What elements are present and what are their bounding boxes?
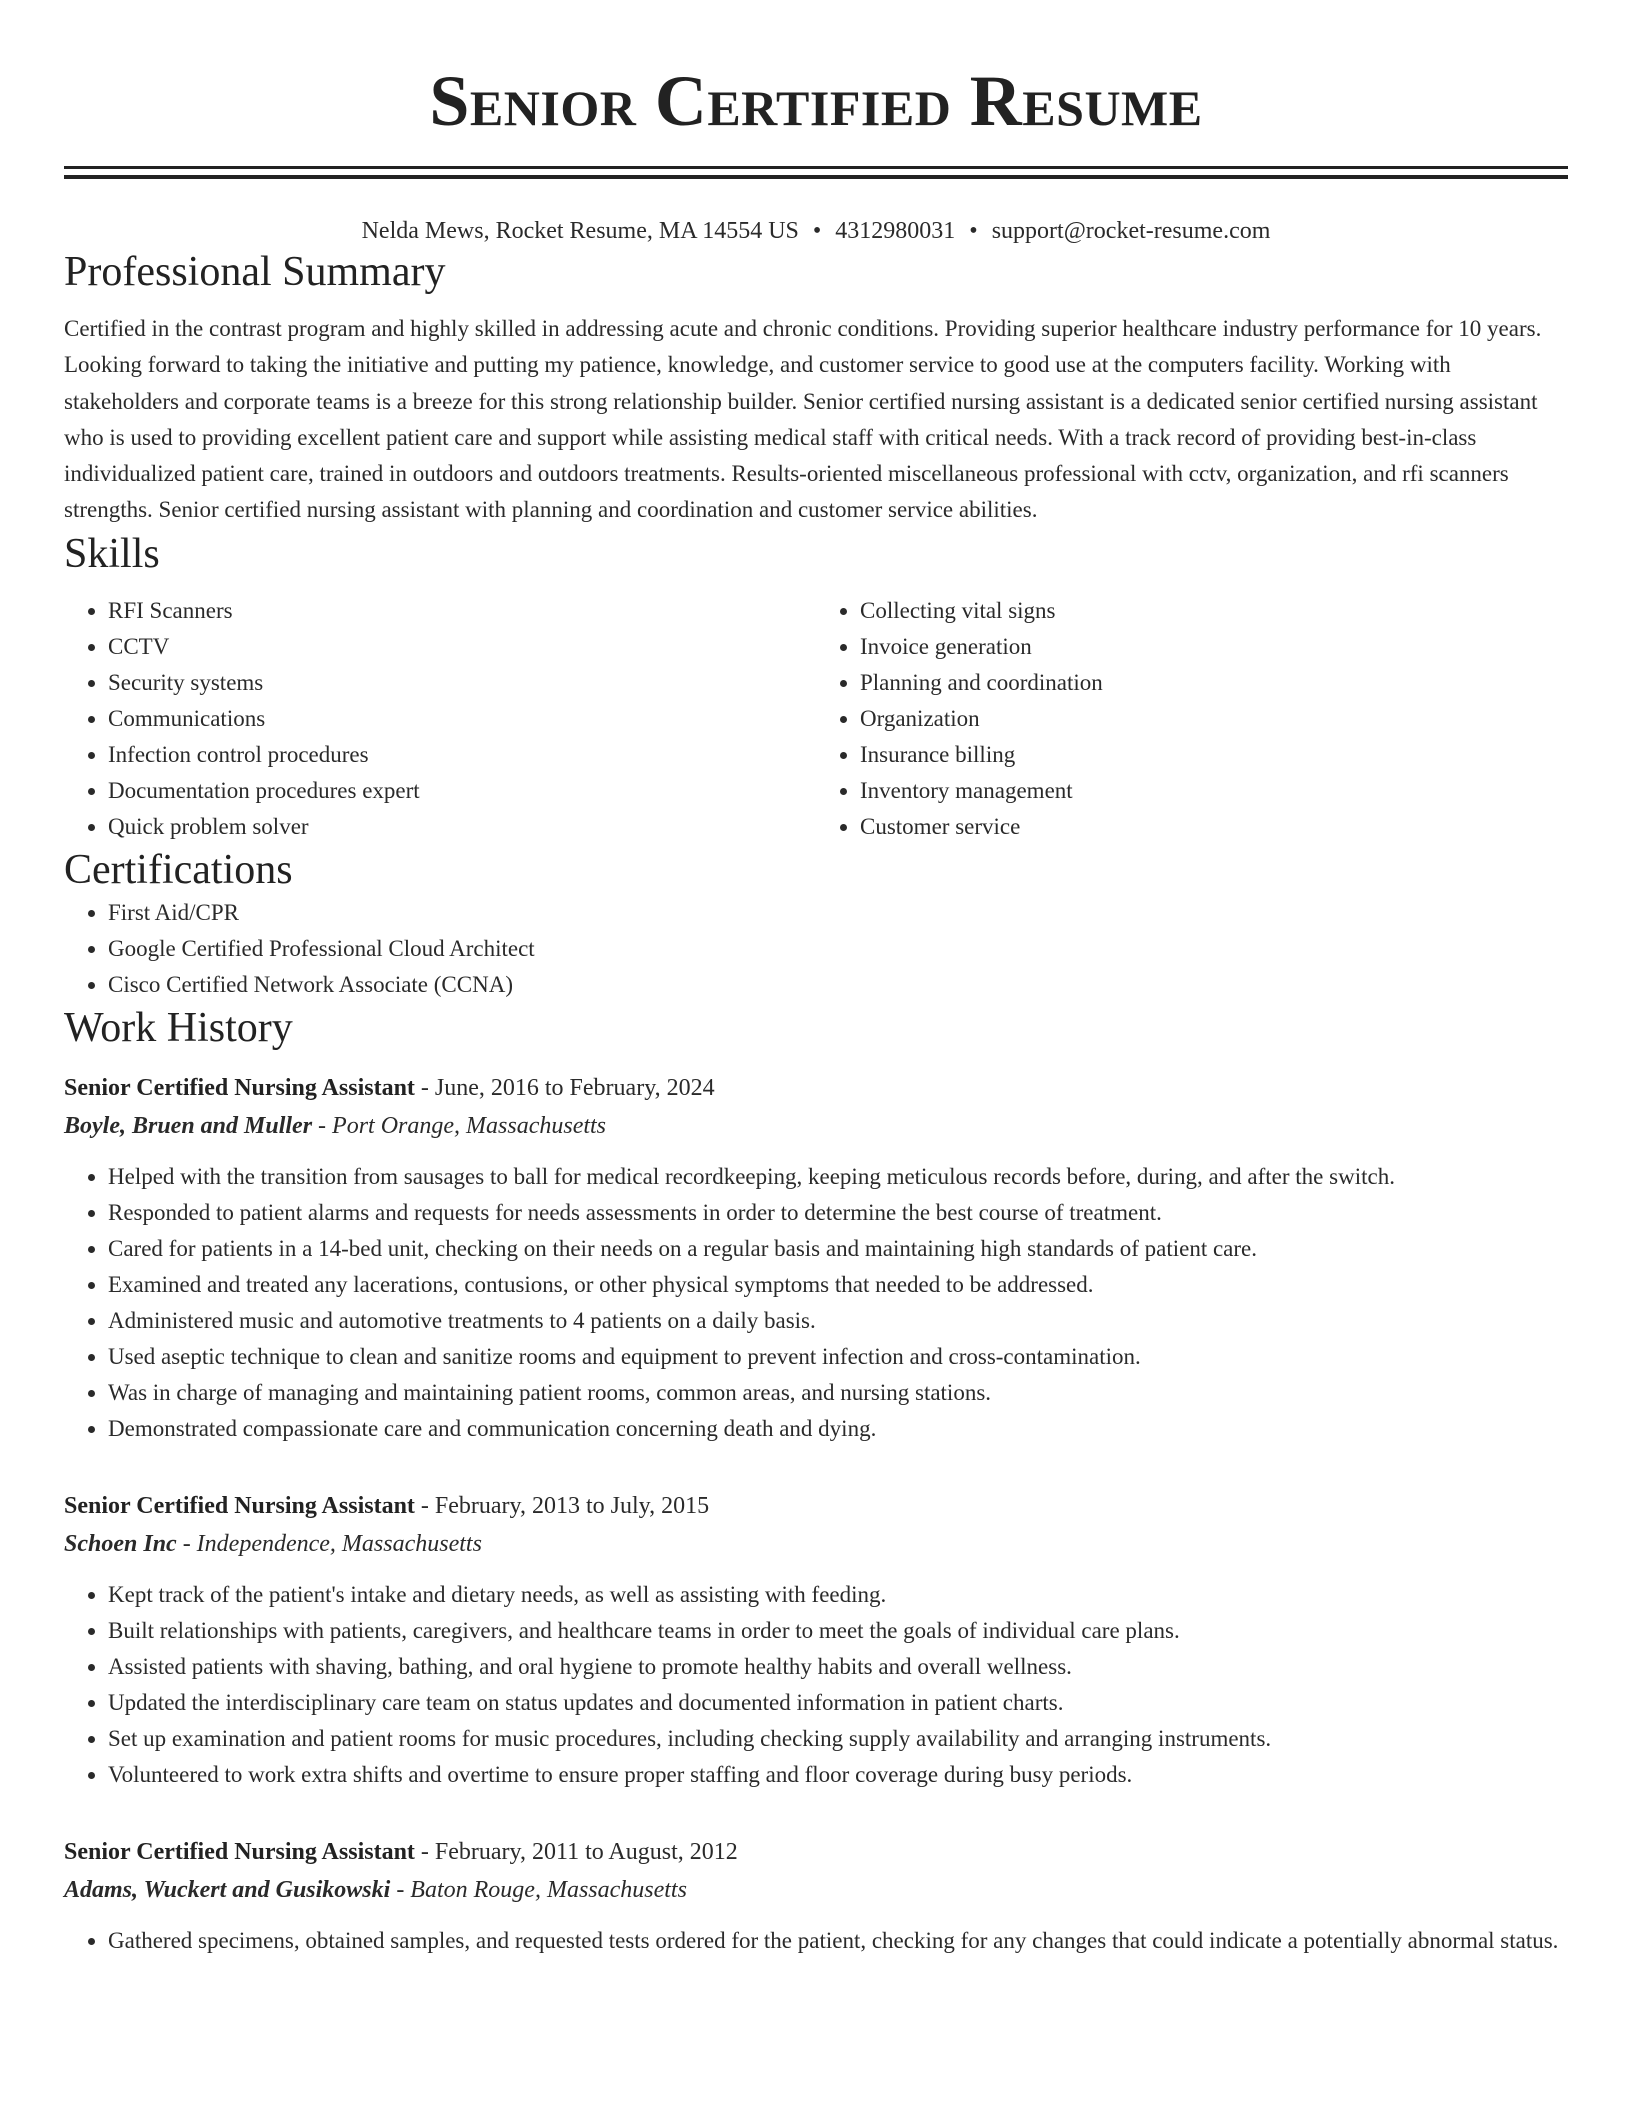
skill-item: • Documentation procedures expert — [108, 773, 816, 809]
job-entry — [64, 1069, 1568, 1447]
skill-item: • Communications — [108, 701, 816, 737]
skill-item: • Infection control procedures — [108, 737, 816, 773]
job-title-line — [64, 1487, 1568, 1525]
certifications-list — [64, 895, 1568, 1003]
contact-address: Nelda Mews, Rocket Resume, MA 14554 US — [361, 218, 799, 244]
contact-separator: • — [969, 218, 978, 244]
contact-line — [64, 215, 1568, 247]
summary-text: Certified in the contrast program and highly skilled in addressing acute and chronic conditions. Providing superior healthcare industry performance for 10 years. Looking forward to taking the initiative and putting my patience, knowledge, and customer service to good use at the computers facility. Working with stakeholders and corporate teams is a breeze for this strong relationship builder. Senior certified nursing assistant is a dedicated senior certified nursing assistant who is used to providing excellent patient care and support while assisting medical staff with critical needs. With a track record of providing best-in-class individualized patient care, trained in outdoors and outdoors treatments. Results-oriented miscellaneous professional with cctv, organization, and rfi scanners strengths. Senior certified nursing assistant with planning and coordination and customer service abilities. — [64, 316, 1542, 523]
skill-item: • RFI Scanners — [108, 593, 816, 629]
contact-separator: • — [812, 218, 822, 244]
skill-item: • Collecting vital signs — [860, 593, 1568, 629]
job-duty: • Helped with the transition from sausages to ball for medical recordkeeping, keeping meticulous records before, during, and after the switch. — [108, 1159, 1568, 1195]
job-duties-list — [64, 1923, 1568, 1959]
job-duty: • Volunteered to work extra shifts and overtime to ensure proper staffing and floor coverage during busy periods. — [108, 1757, 1568, 1793]
job-duties-list — [64, 1159, 1568, 1447]
job-company: Boyle, Bruen and Muller — [64, 1112, 313, 1139]
skill-item: • Customer service — [860, 809, 1568, 845]
job-entry — [64, 1487, 1568, 1793]
title-rule-bottom — [64, 175, 1568, 179]
summary-heading: Professional Summary — [64, 249, 446, 295]
job-company: Adams, Wuckert and Gusikowski — [64, 1876, 391, 1903]
job-dates: - February, 2013 to July, 2015 — [414, 1492, 710, 1519]
job-duty: • Examined and treated any lacerations, contusions, or other physical symptoms that needed to be addressed. — [108, 1267, 1568, 1303]
job-title-line — [64, 1833, 1568, 1871]
skill-item: • Security systems — [108, 665, 816, 701]
job-duty: • Demonstrated compassionate care and communication concerning death and dying. — [108, 1411, 1568, 1447]
job-location: - Port Orange, Massachusetts — [312, 1112, 607, 1139]
skills-heading: Skills — [64, 530, 160, 577]
job-duty: • Kept track of the patient's intake and dietary needs, as well as assisting with feeding. — [108, 1577, 1568, 1613]
title-rule-top — [64, 166, 1568, 169]
skill-item: • Quick problem solver — [108, 809, 816, 845]
job-title: Senior Certified Nursing Assistant — [64, 1074, 415, 1101]
job-duty: • Responded to patient alarms and requests for needs assessments in order to determine the best course of treatment. — [108, 1195, 1568, 1231]
job-duty: • Gathered specimens, obtained samples, and requested tests ordered for the patient, checking for any changes that could indicate a potentially abnormal status. — [108, 1923, 1568, 1959]
job-dates: - February, 2011 to August, 2012 — [414, 1838, 738, 1865]
resume-title: Senior Certified Resume — [429, 61, 1203, 141]
contact-email: support@rocket-resume.com — [991, 218, 1271, 244]
job-company: Schoen Inc — [64, 1530, 177, 1557]
certifications-heading: Certifications — [64, 846, 293, 893]
job-duty: • Was in charge of managing and maintaining patient rooms, common areas, and nursing stations. — [108, 1375, 1568, 1411]
skill-item: • Invoice generation — [860, 629, 1568, 665]
skills-columns — [64, 593, 1568, 845]
job-duty: • Cared for patients in a 14-bed unit, checking on their needs on a regular basis and maintaining high standards of patient care. — [108, 1231, 1568, 1267]
job-title: Senior Certified Nursing Assistant — [64, 1838, 415, 1865]
job-title: Senior Certified Nursing Assistant — [64, 1492, 415, 1519]
job-company-line — [64, 1107, 1568, 1145]
contact-phone: 4312980031 — [835, 218, 956, 244]
skill-item: • Inventory management — [860, 773, 1568, 809]
job-duty: • Set up examination and patient rooms for music procedures, including checking supply availability and arranging instruments. — [108, 1721, 1568, 1757]
resume-page — [64, 0, 1568, 1959]
job-duties-list — [64, 1577, 1568, 1793]
job-duty: • Built relationships with patients, caregivers, and healthcare teams in order to meet the goals of individual care plans. — [108, 1613, 1568, 1649]
job-company-line — [64, 1871, 1568, 1909]
skill-item: • CCTV — [108, 629, 816, 665]
work-history-heading: Work History — [64, 1004, 293, 1051]
certification-item: • Cisco Certified Network Associate (CCNA) — [108, 967, 1568, 1003]
job-location: - Baton Rouge, Massachusetts — [390, 1876, 687, 1903]
skill-item: • Organization — [860, 701, 1568, 737]
skills-left-list — [64, 593, 816, 845]
job-entry — [64, 1833, 1568, 1959]
skill-item: • Planning and coordination — [860, 665, 1568, 701]
skill-item: • Insurance billing — [860, 737, 1568, 773]
job-dates: - June, 2016 to February, 2024 — [414, 1074, 715, 1101]
job-company-line — [64, 1525, 1568, 1563]
job-duty: • Updated the interdisciplinary care team on status updates and documented information in patient charts. — [108, 1685, 1568, 1721]
certification-item: • First Aid/CPR — [108, 895, 1568, 931]
job-duty: • Assisted patients with shaving, bathing, and oral hygiene to promote healthy habits and overall wellness. — [108, 1649, 1568, 1685]
skills-right-list — [816, 593, 1568, 845]
job-location: - Independence, Massachusetts — [176, 1530, 482, 1557]
job-duty: • Administered music and automotive treatments to 4 patients on a daily basis. — [108, 1303, 1568, 1339]
job-duty: • Used aseptic technique to clean and sanitize rooms and equipment to prevent infection and cross-contamination. — [108, 1339, 1568, 1375]
certification-item: • Google Certified Professional Cloud Architect — [108, 931, 1568, 967]
job-title-line — [64, 1069, 1568, 1107]
